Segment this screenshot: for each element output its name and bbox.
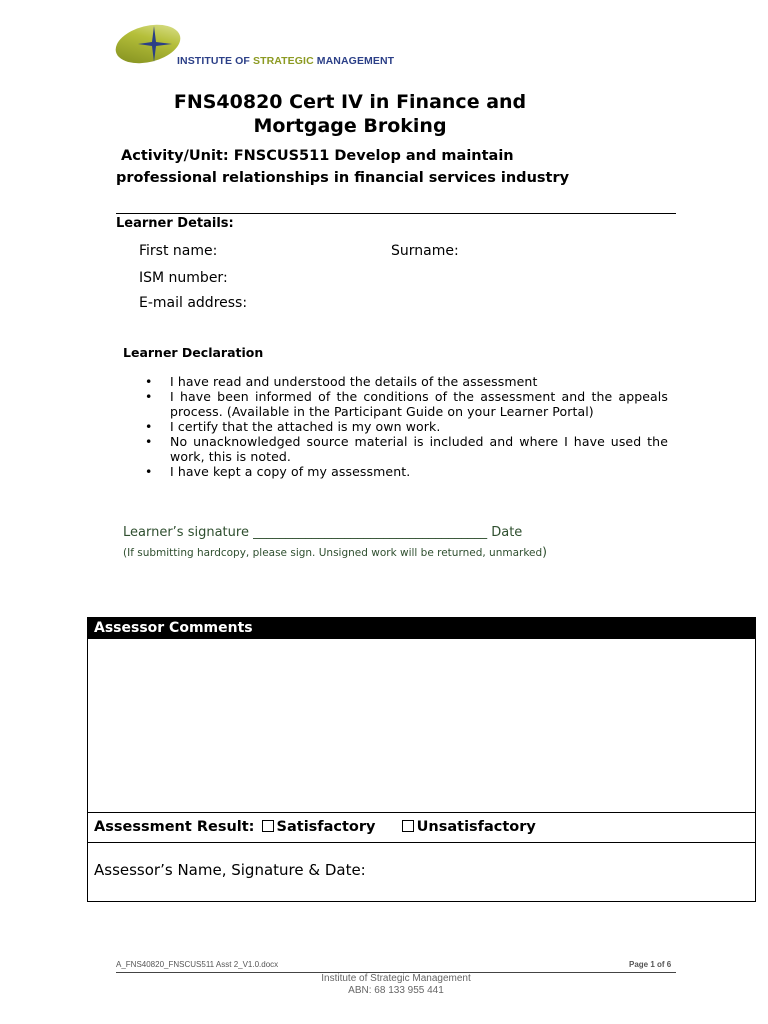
unit-line-1: Activity/Unit: FNSCUS511 Develop and maintain (116, 148, 514, 164)
unsatisfactory-label: Unsatisfactory (416, 819, 536, 835)
assessment-result-label: Assessment Result: (94, 819, 255, 835)
document-title (120, 90, 580, 138)
satisfactory-label: Satisfactory (276, 819, 376, 835)
learner-declaration-heading: Learner Declaration (123, 345, 264, 360)
unit-line-2: professional relationships in financial services industry (116, 170, 570, 186)
bullet-icon: • (145, 374, 153, 389)
institute-logo (114, 22, 394, 70)
footer-filename: A_FNS40820_FNSCUS511 Asst 2_V1.0.docx (116, 960, 279, 969)
assessment-result-row (88, 812, 755, 843)
list-item: • I have read and understood the details of the assessment (145, 374, 538, 389)
unsatisfactory-checkbox[interactable] (402, 820, 414, 832)
learner-signature-line[interactable]: Learner’s signature ____________________________________ Date (123, 525, 523, 540)
section-divider (116, 213, 676, 214)
assessor-comments-heading: Assessor Comments (88, 618, 755, 639)
surname-label: Surname: (391, 243, 459, 259)
title-line-2: Mortgage Broking (253, 115, 447, 137)
declaration-list (145, 374, 668, 479)
title-line-1: FNS40820 Cert IV in Finance and (173, 91, 527, 113)
learner-details-heading: Learner Details: (116, 216, 234, 231)
bullet-icon: • (145, 389, 153, 404)
footer-organisation: Institute of Strategic Management (321, 973, 471, 984)
ism-number-label: ISM number: (139, 270, 228, 286)
list-item: • No unacknowledged source material is included and where I have used the work, this is noted. (145, 434, 668, 464)
logo-emblem-icon (114, 22, 186, 66)
assessor-name-signature-label[interactable]: Assessor’s Name, Signature & Date: (94, 861, 366, 879)
unit-heading (116, 145, 586, 189)
list-item: • I certify that the attached is my own work. (145, 419, 441, 434)
email-label: E-mail address: (139, 295, 248, 311)
list-item: • I have been informed of the conditions of the assessment and the appeals process. (Available in the Participant Guide on your Learner Portal) (145, 389, 668, 419)
signature-note: (If submitting hardcopy, please sign. Unsigned work will be returned, unmarked) (123, 544, 548, 559)
logo-text: INSTITUTE OF STRATEGIC MANAGEMENT (177, 55, 395, 67)
list-item: • I have kept a copy of my assessment. (145, 464, 411, 479)
assessor-section (87, 617, 756, 902)
assessor-comments-area[interactable] (88, 639, 755, 812)
footer-abn: ABN: 68 133 955 441 (348, 985, 444, 996)
footer-page-number: Page 1 of 6 (629, 960, 672, 969)
bullet-icon: • (145, 434, 153, 449)
satisfactory-checkbox[interactable] (262, 820, 274, 832)
bullet-icon: • (145, 419, 153, 434)
first-name-label: First name: (139, 243, 218, 259)
bullet-icon: • (145, 464, 153, 479)
